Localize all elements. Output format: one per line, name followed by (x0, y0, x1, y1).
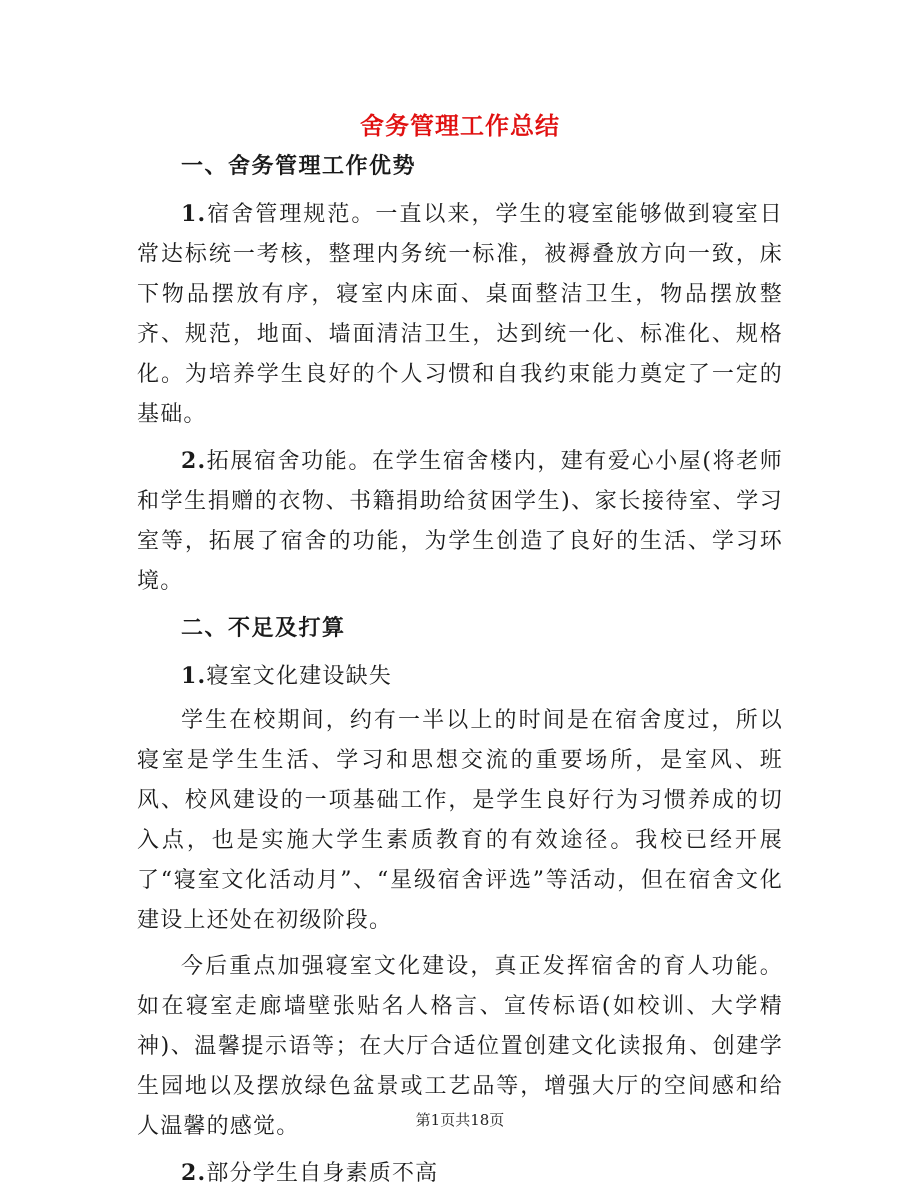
document-title: 舍务管理工作总结 (360, 111, 560, 140)
subheading-text: 部分学生自身素质不高 (206, 1161, 439, 1186)
section-heading-advantages: 一、舍务管理工作优势 (181, 153, 417, 179)
document-body (137, 146, 783, 1198)
paragraph-number: 1. (181, 201, 207, 227)
page-number-footer: 第1页共18页 (415, 1111, 505, 1129)
paragraph-text: 拓展宿舍功能。在学生宿舍楼内，建有爱心小屋(将老师和学生捐赠的衣物、书籍捐助给贫困学生)、家长接待室、学习室等，拓展了宿舍的功能，为学生创造了良好的生活、学习环境。 (137, 449, 783, 594)
subheading-dorm-culture (137, 656, 783, 697)
paragraph-future-plan: 今后重点加强寝室文化建设，真正发挥宿舍的育人功能。如在寝室走廊墙壁张贴名人格言、宣传标语(如校训、大学精神)、温馨提示语等；在大厅合适位置创建文化读报角、创建学生园地以及摆放绿色盆景或工艺品等，增强大厅的空间感和给人温馨的感觉。 (137, 954, 783, 1139)
section-heading-shortcomings: 二、不足及打算 (181, 615, 346, 641)
paragraph-dorm-management (137, 194, 783, 435)
subheading-number: 1. (181, 663, 207, 689)
subheading-number: 2. (181, 1160, 207, 1186)
subheading-text: 寝室文化建设缺失 (206, 664, 392, 689)
paragraph-number: 2. (181, 448, 207, 474)
paragraph-text: 宿舍管理规范。一直以来，学生的寝室能够做到寝室日常达标统一考核，整理内务统一标准，被褥叠放方向一致，床下物品摆放有序，寝室内床面、桌面整洁卫生，物品摆放整齐、规范，地面、墙面清洁卫生，达到统一化、标准化、规格化。为培养学生良好的个人习惯和自我约束能力奠定了一定的基础。 (137, 202, 783, 427)
paragraph-dorm-function (137, 441, 783, 602)
paragraph-dorm-culture: 学生在校期间，约有一半以上的时间是在宿舍度过，所以寝室是学生生活、学习和思想交流的重要场所，是室风、班风、校风建设的一项基础工作，是学生良好行为习惯养成的切入点，也是实施大学生素质教育的有效途径。我校已经开展了“寝室文化活动月”、“星级宿舍评选”等活动，但在宿舍文化建设上还处在初级阶段。 (137, 708, 783, 933)
subheading-student-quality (137, 1153, 783, 1194)
